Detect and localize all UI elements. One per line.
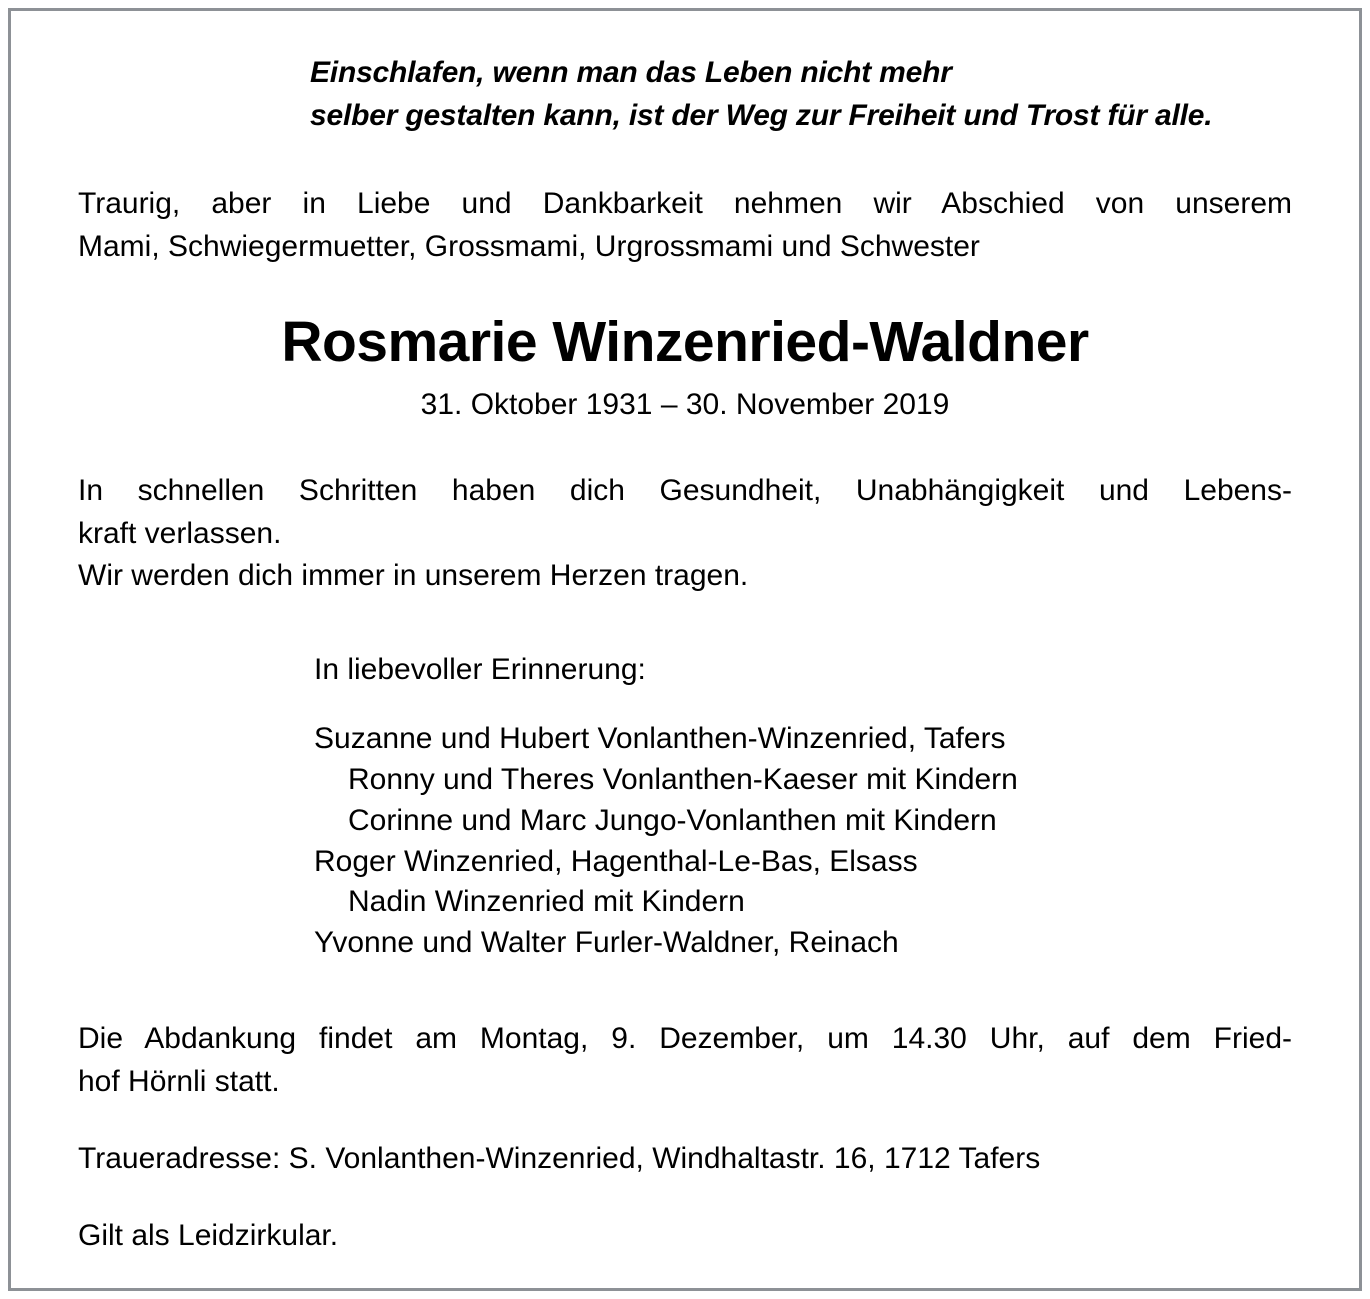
epitaph-quote bbox=[78, 52, 1292, 137]
family-member: Roger Winzenried, Hagenthal-Le-Bas, Elsass bbox=[314, 844, 918, 878]
intro-paragraph bbox=[78, 183, 1292, 269]
memory-block bbox=[78, 650, 1292, 964]
body-line-3: Wir werden dich immer in unserem Herzen tragen. bbox=[78, 559, 749, 593]
family-member: Suzanne und Hubert Vonlanthen-Winzenried, Tafers bbox=[314, 722, 1006, 756]
footer-note: Gilt als Leidzirkular. bbox=[78, 1218, 339, 1252]
body-line-2: kraft verlassen. bbox=[78, 516, 282, 550]
closing-section bbox=[78, 1018, 1292, 1258]
epitaph-line-1: Einschlafen, wenn man das Leben nicht mehr bbox=[310, 56, 952, 89]
memory-heading: In liebevoller Erinnerung: bbox=[314, 653, 646, 687]
family-member: Nadin Winzenried mit Kindern bbox=[348, 885, 745, 919]
body-line-1: In schnellen Schritten haben dich Gesundheit, Unabhängigkeit und Lebens- bbox=[78, 473, 1292, 507]
ceremony-line-1: Die Abdankung findet am Montag, 9. Dezember, um 14.30 Uhr, auf dem Fried- bbox=[78, 1021, 1292, 1055]
family-member: Ronny und Theres Vonlanthen-Kaeser mit Kindern bbox=[348, 762, 1018, 796]
ceremony-line-2: hof Hörnli statt. bbox=[78, 1064, 280, 1098]
intro-line-1: Traurig, aber in Liebe und Dankbarkeit nehmen wir Abschied von unserem bbox=[78, 187, 1292, 221]
body-paragraph bbox=[78, 470, 1292, 599]
intro-line-2: Mami, Schwiegermuetter, Grossmami, Urgrossmami und Schwester bbox=[78, 230, 980, 264]
family-list bbox=[314, 719, 1292, 964]
family-member: Yvonne und Walter Furler-Waldner, Reinach bbox=[314, 926, 899, 960]
family-member: Corinne und Marc Jungo-Vonlanthen mit Kindern bbox=[348, 803, 997, 837]
deceased-name: Rosmarie Winzenried-Waldner bbox=[281, 309, 1089, 374]
life-dates: 31. Oktober 1931 – 30. November 2019 bbox=[420, 387, 950, 421]
epitaph-line-2: selber gestalten kann, ist der Weg zur Freiheit und Trost für alle. bbox=[310, 98, 1213, 132]
mourning-address: Traueradresse: S. Vonlanthen-Winzenried, Windhaltastr. 16, 1712 Tafers bbox=[78, 1141, 1041, 1175]
